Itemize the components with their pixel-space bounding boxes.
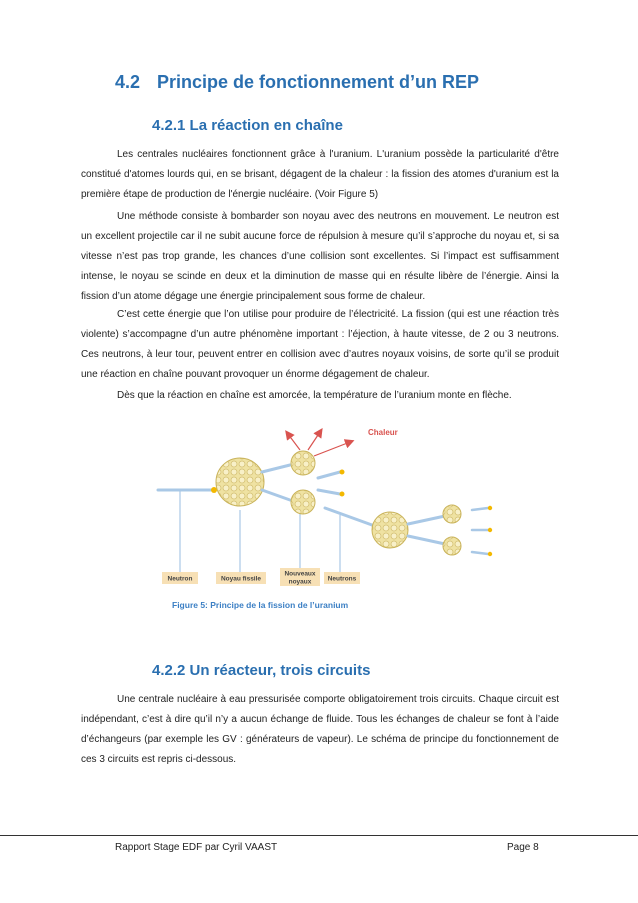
figure-caption: Figure 5: Principe de la fission de l’uranium xyxy=(172,600,349,610)
label-nouveaux: Nouveaux xyxy=(284,570,316,578)
section-heading xyxy=(115,72,479,93)
new-nucleus-bottom xyxy=(291,490,315,514)
paragraph-uranium: Les centrales nucléaires fonctionnent grâce à l'uranium. L'uranium possède la particularité d'être constitué d'atomes lourds qui, en se brisant, dégagent de la chaleur : la fission des atomes d'uranium est la première étape de production de l'énergie nucléaire. (Voir Figure 5) xyxy=(81,149,559,200)
second-fragment-top xyxy=(443,505,461,523)
fissile-nucleus xyxy=(216,458,264,506)
second-fragment-bottom xyxy=(443,537,461,555)
footer-page-number: Page 8 xyxy=(507,842,539,853)
footer-report-title: Rapport Stage EDF par Cyril VAAST xyxy=(115,842,278,853)
footer-divider xyxy=(0,835,638,836)
label-neutrons: Neutrons xyxy=(327,575,357,583)
label-stems xyxy=(180,490,340,575)
label-noyau-fissile: Noyau fissile xyxy=(220,575,262,583)
fission-figure xyxy=(150,420,510,600)
new-nucleus-top xyxy=(291,451,315,475)
emitted-neutrons xyxy=(318,470,345,497)
fission-diagram xyxy=(150,420,510,600)
section-title: Principe de fonctionnement d’un REP xyxy=(157,72,480,92)
label-neutron: Neutron xyxy=(167,575,193,583)
label-noyaux: noyaux xyxy=(288,578,312,586)
paragraph-temperature: Dès que la réaction en chaîne est amorcée, la température de l’uranium monte en flèche. xyxy=(117,390,512,401)
paragraph-method: Une méthode consiste à bombarder son noyau avec des neutrons en mouvement. Le neutron est un excellent projectile car il ne subit aucune force de répulsion à mesure qu’il s’approche du noyau et, si sa vitesse n’est pas trop grande, les chances d’une collision sont excellentes. Si l’impact est suffisamment intense, le noyau se scinde en deux et la diminution de masse qui en résulte libère de l’énergie. Ainsi la fission d’un atome dégage une énergie principalement sous forme de chaleur. xyxy=(81,211,559,302)
second-trails xyxy=(408,516,445,544)
subsection-heading-chain-reaction: 4.2.1 La réaction en chaîne xyxy=(152,117,343,134)
incoming-neutron xyxy=(158,487,217,493)
paragraph-energy: C’est cette énergie que l’on utilise pour produire de l’électricité. La fission (qui est une réaction très violente) s’accompagne d’un autre phénomène important : l’éjection, à haute vitesse, de 2 ou 3 neutrons. Ces neutrons, à leur tour, peuvent entrer en collision avec d’autres noyaux voisins, de sorte qu’il se produit une réaction en chaîne pouvant provoquer un énorme dégagement de chaleur. xyxy=(81,309,559,380)
subsection-heading-circuits: 4.2.2 Un réacteur, trois circuits xyxy=(152,662,371,679)
paragraph-circuits: Une centrale nucléaire à eau pressurisée comporte obligatoirement trois circuits. Chaque circuit est indépendant, c’est à dire qu’il n’y a aucun échange de fluide. Tous les échanges de chaleur se font à l’aide d’échangeurs (par exemple les GV : générateurs de vapeur). Le schéma de principe du fonctionnement de ces 3 circuits est repris ci-dessous. xyxy=(81,694,559,765)
second-nucleus xyxy=(372,512,408,548)
second-neutrons xyxy=(472,506,492,556)
fragment-trails xyxy=(262,465,372,525)
heat-label: Chaleur xyxy=(368,428,398,437)
section-number: 4.2 xyxy=(115,72,141,92)
